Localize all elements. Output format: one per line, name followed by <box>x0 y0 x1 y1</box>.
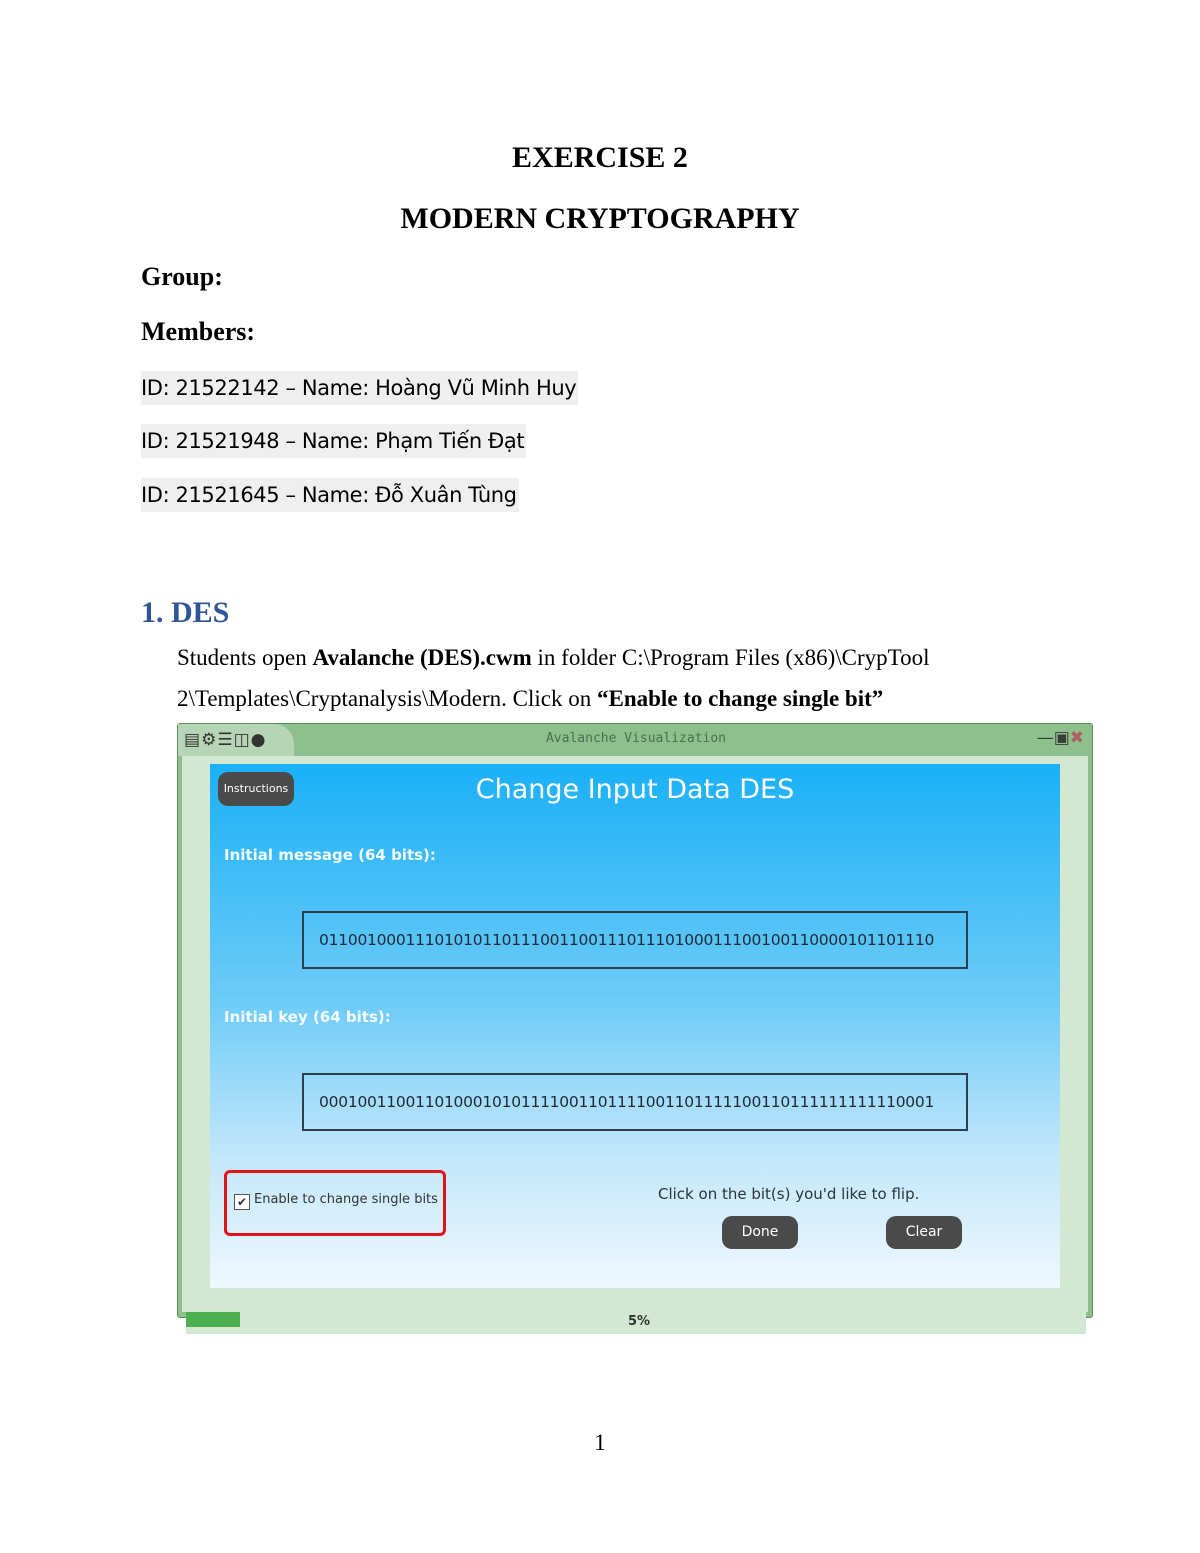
input-pane <box>210 764 1060 1288</box>
bubble-icon[interactable]: ● <box>250 730 267 750</box>
window-body <box>182 756 1088 1329</box>
gear-icon[interactable]: ⚙ <box>201 730 218 750</box>
enable-single-bits-checkbox[interactable] <box>234 1192 438 1210</box>
done-button[interactable]: Done <box>722 1216 798 1249</box>
instruction-text: 2\Templates\Cryptanalysis\Modern. Click on <box>177 686 597 711</box>
instructions-button[interactable]: Instructions <box>218 772 294 806</box>
minimize-icon[interactable]: — <box>1036 728 1054 748</box>
instruction-line-2 <box>177 686 883 712</box>
course-title: MODERN CRYPTOGRAPHY <box>400 202 800 235</box>
key-label: Initial key (64 bits): <box>224 1008 391 1026</box>
app-screenshot <box>177 723 1093 1329</box>
progress-area <box>186 1312 1086 1334</box>
image-icon[interactable]: ▤ <box>184 730 202 750</box>
member-line: ID: 21522142 – Name: Hoàng Vũ Minh Huy <box>141 371 578 405</box>
window-controls <box>1037 728 1084 748</box>
instruction-text: Students open <box>177 645 313 670</box>
checkbox-box[interactable]: ✔ <box>234 1194 250 1210</box>
maximize-icon[interactable]: ▣ <box>1053 728 1070 748</box>
close-icon[interactable]: ✖ <box>1069 728 1084 748</box>
exercise-title: EXERCISE 2 <box>512 141 688 174</box>
clear-button[interactable]: Clear <box>886 1216 962 1249</box>
pane-title: Change Input Data DES <box>475 774 795 805</box>
members-label: Members: <box>141 317 256 346</box>
group-label: Group: <box>141 262 223 291</box>
checkbox-label: Enable to change single bits <box>254 1192 438 1207</box>
section-title: 1. DES <box>141 596 230 629</box>
instruction-text: in folder C:\Program Files (x86)\CrypTool <box>531 645 930 670</box>
progress-text: 5% <box>627 1314 651 1329</box>
message-label: Initial message (64 bits): <box>224 846 436 864</box>
document-icon[interactable]: ◫ <box>233 730 251 750</box>
member-line: ID: 21521645 – Name: Đỗ Xuân Tùng <box>141 478 519 512</box>
list-icon[interactable]: ☰ <box>217 730 234 750</box>
instruction-line-1 <box>177 645 929 671</box>
flip-hint: Click on the bit(s) you'd like to flip. <box>658 1185 920 1203</box>
message-bits-field[interactable]: 0110010001110101011011100110011101110100011100100110000101101110 <box>302 911 968 969</box>
option-name: “Enable to change single bit” <box>597 686 884 711</box>
file-name: Avalanche (DES).cwm <box>312 645 532 670</box>
page-number: 1 <box>594 1430 606 1455</box>
key-bits-field[interactable]: 0001001100110100010101111001101111001101111100110111111111110001 <box>302 1073 968 1131</box>
member-line: ID: 21521948 – Name: Phạm Tiến Đạt <box>141 424 526 458</box>
window-title: Avalanche Visualization <box>545 731 726 746</box>
